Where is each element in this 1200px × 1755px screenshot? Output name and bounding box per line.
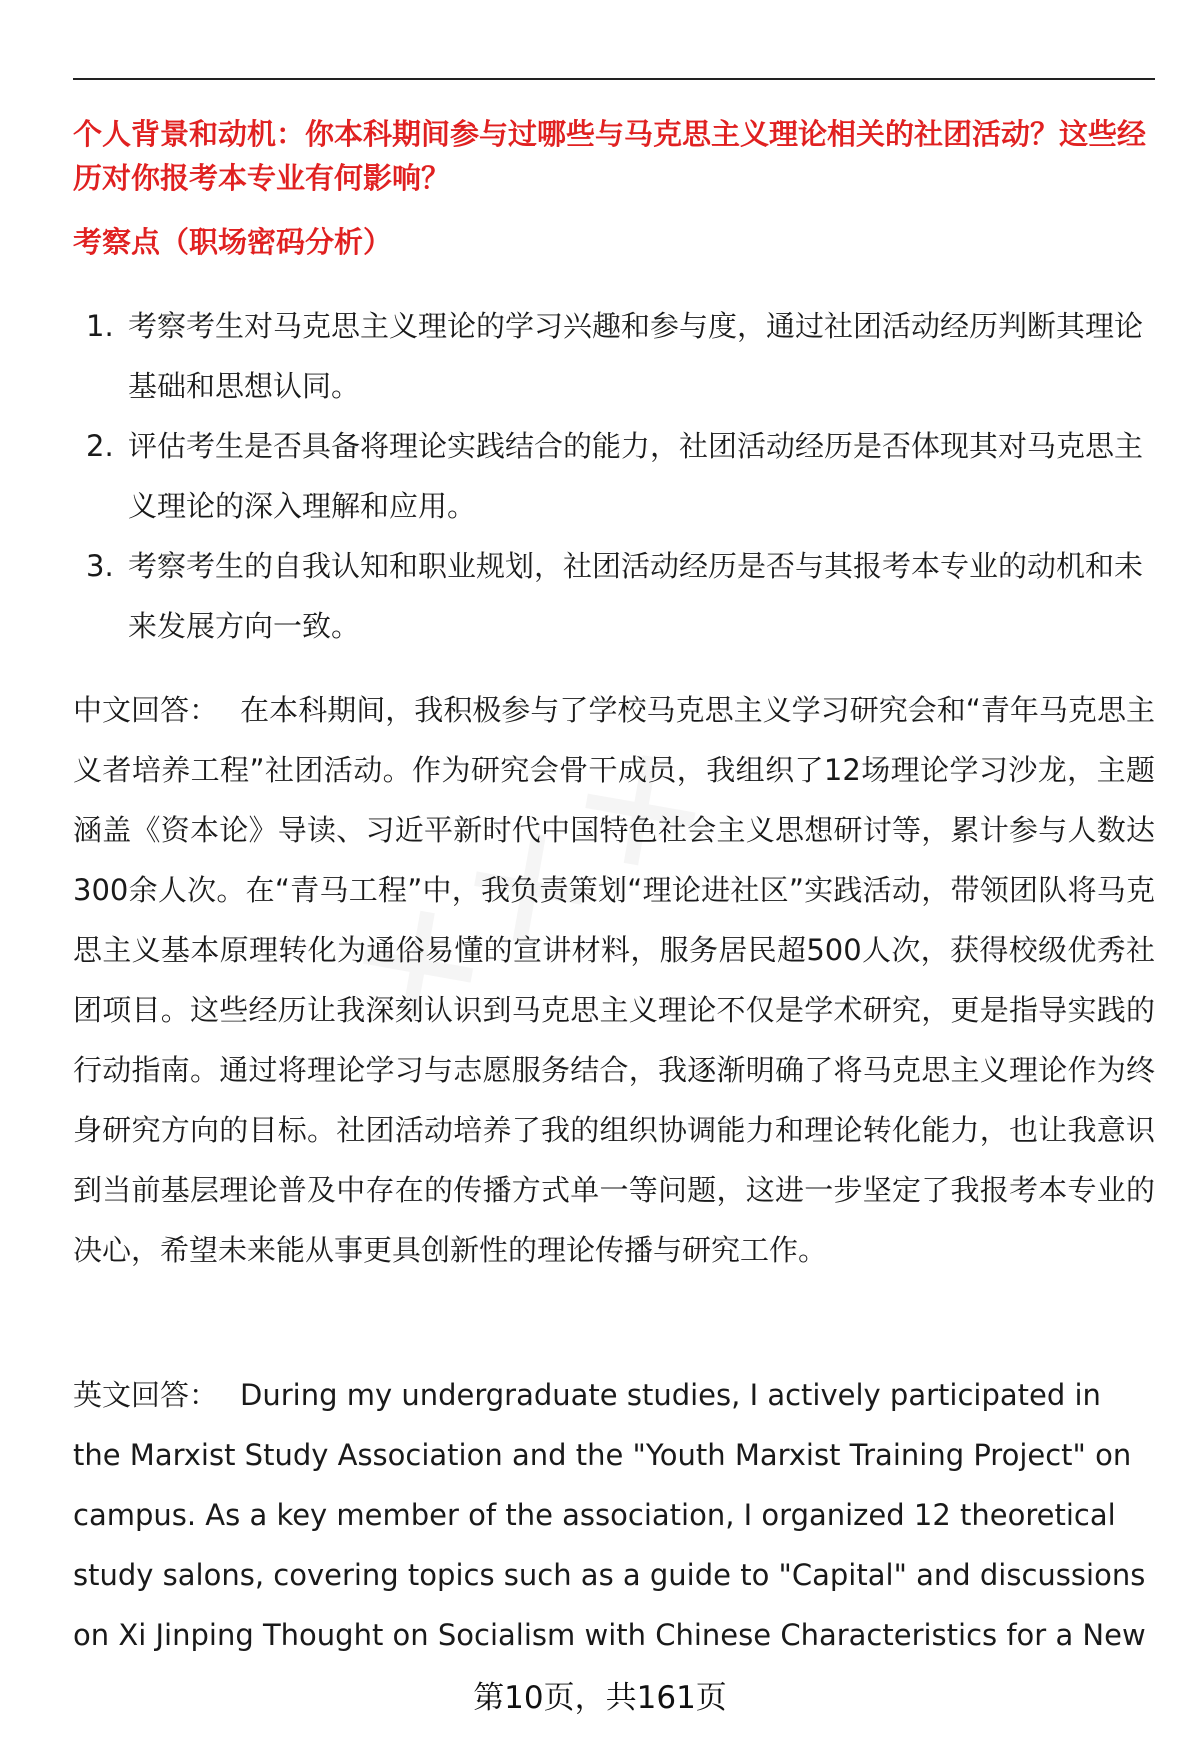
chinese-answer-label: 中文回答： <box>73 693 219 727</box>
focus-points-title: 考察点（职场密码分析） <box>73 225 393 259</box>
english-answer-label: 英文回答： <box>73 1378 219 1412</box>
list-item-number: 2. <box>86 429 114 463</box>
list-item-text: 评估考生是否具备将理论实践结合的能力，社团活动经历是否体现其对马克思主义理论的深入理解和应用。 <box>128 429 1144 523</box>
chinese-answer-text: 在本科期间，我积极参与了学校马克思主义学习研究会和“青年马克思主义者培养工程”社团活动。作为研究会骨干成员，我组织了12场理论学习沙龙，主题涵盖《资本论》导读、习近平新时代中国特色社会主义思想研讨等，累计参与人数达300余人次。在“青马工程”中，我负责策划“理论进社区”实践活动，带领团队将马克思主义基本原理转化为通俗易懂的宣讲材料，服务居民超500人次，获得校级优秀社团项目。这些经历让我深刻认识到马克思主义理论不仅是学术研究，更是指导实践的行动指南。通过将理论学习与志愿服务结合，我逐渐明确了将马克思主义理论作为终身研究方向的目标。社团活动培养了我的组织协调能力和理论转化能力，也让我意识到当前基层理论普及中存在的传播方式单一等问题，这进一步坚定了我报考本专业的决心，希望未来能从事更具创新性的理论传播与研究工作。 <box>73 693 1155 1267</box>
list-item <box>73 416 1155 536</box>
focus-points-list <box>73 296 1155 656</box>
list-item-text: 考察考生的自我认知和职业规划，社团活动经历是否与其报考本专业的动机和未来发展方向一致。 <box>128 549 1144 643</box>
question-heading: 个人背景和动机：你本科期间参与过哪些与马克思主义理论相关的社团活动？这些经历对你报考本专业有何影响？ <box>73 117 1147 195</box>
list-item <box>73 536 1155 656</box>
list-item-number: 1. <box>86 309 114 343</box>
page-number: 第10页，共161页 <box>473 1680 727 1716</box>
english-answer-text: During my undergraduate studies, I actively participated in the Marxist Study Association and the "Youth Marxist Training Project" on campus. As a key member of the association, I organized 12 theoretical study salons, covering topics such as a guide to "Capital" and discussions on Xi Jinping Thought on Socialism with Chinese Characteristics for a New <box>73 1378 1146 1652</box>
chinese-answer <box>73 680 1155 1280</box>
list-item-text: 考察考生对马克思主义理论的学习兴趣和参与度，通过社团活动经历判断其理论基础和思想认同。 <box>128 309 1144 403</box>
list-item <box>73 296 1155 416</box>
english-answer <box>73 1365 1155 1665</box>
top-divider <box>73 78 1155 80</box>
list-item-number: 3. <box>86 549 114 583</box>
